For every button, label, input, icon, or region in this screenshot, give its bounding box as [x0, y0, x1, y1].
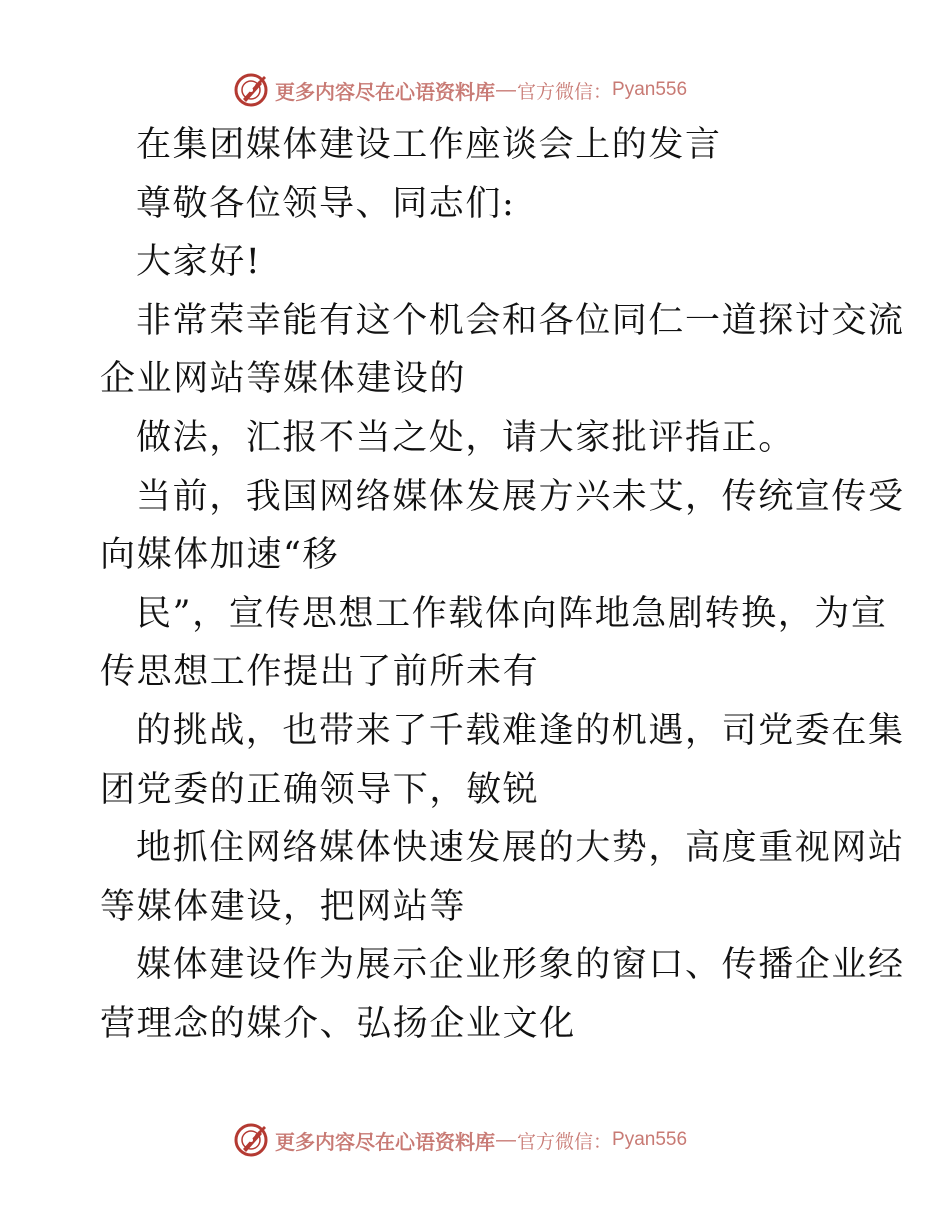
banner-wechat-label: 官方微信：	[517, 1130, 613, 1153]
paragraph-line: 地抓住网络媒体快速发展的大势，高度重视网站	[136, 828, 905, 869]
document-body	[100, 116, 905, 1054]
document-greeting: 尊敬各位领导、同志们:	[136, 183, 516, 224]
header-banner	[233, 70, 713, 110]
paragraph-line: 媒体建设作为展示企业形象的窗口、传播企业经	[136, 945, 905, 986]
document-hello: 大家好!	[136, 242, 262, 283]
paragraph-line: 传思想工作提出了前所未有	[100, 652, 540, 693]
paragraph-line: 企业网站等媒体建设的	[100, 359, 467, 400]
pen-nib-logo-icon	[233, 72, 269, 108]
paragraph-line: 做法，汇报不当之处，请大家批评指正。	[136, 417, 795, 458]
banner-dash: —	[496, 78, 516, 101]
paragraph-line: 当前，我国网络媒体发展方兴未艾，传统宣传受	[136, 476, 905, 517]
banner-wechat-id: Pyan556	[612, 79, 688, 100]
banner-dash: —	[496, 1128, 516, 1151]
banner-main-text: 更多内容尽在心语资料库	[275, 79, 495, 104]
footer-banner	[233, 1120, 713, 1160]
banner-wechat-id: Pyan556	[612, 1129, 688, 1150]
banner-wechat-label: 官方微信：	[517, 80, 613, 103]
document-title: 在集团媒体建设工作座谈会上的发言	[136, 125, 722, 165]
paragraph-line: 等媒体建设，把网站等	[100, 886, 467, 927]
paragraph-line: 的挑战，也带来了千载难逢的机遇，司党委在集	[136, 710, 905, 751]
banner-main-text: 更多内容尽在心语资料库	[275, 1129, 495, 1154]
paragraph-line: 团党委的正确领导下，敏锐	[100, 769, 540, 810]
paragraph-line: 非常荣幸能有这个机会和各位同仁一道探讨交流	[136, 300, 905, 341]
paragraph-line: 向媒体加速“移	[100, 535, 340, 576]
paragraph-line: 营理念的媒介、弘扬企业文化	[100, 1003, 576, 1044]
pen-nib-logo-icon	[233, 1122, 269, 1158]
paragraph-line: 民”，宣传思想工作载体向阵地急剧转换，为宣	[136, 593, 888, 634]
